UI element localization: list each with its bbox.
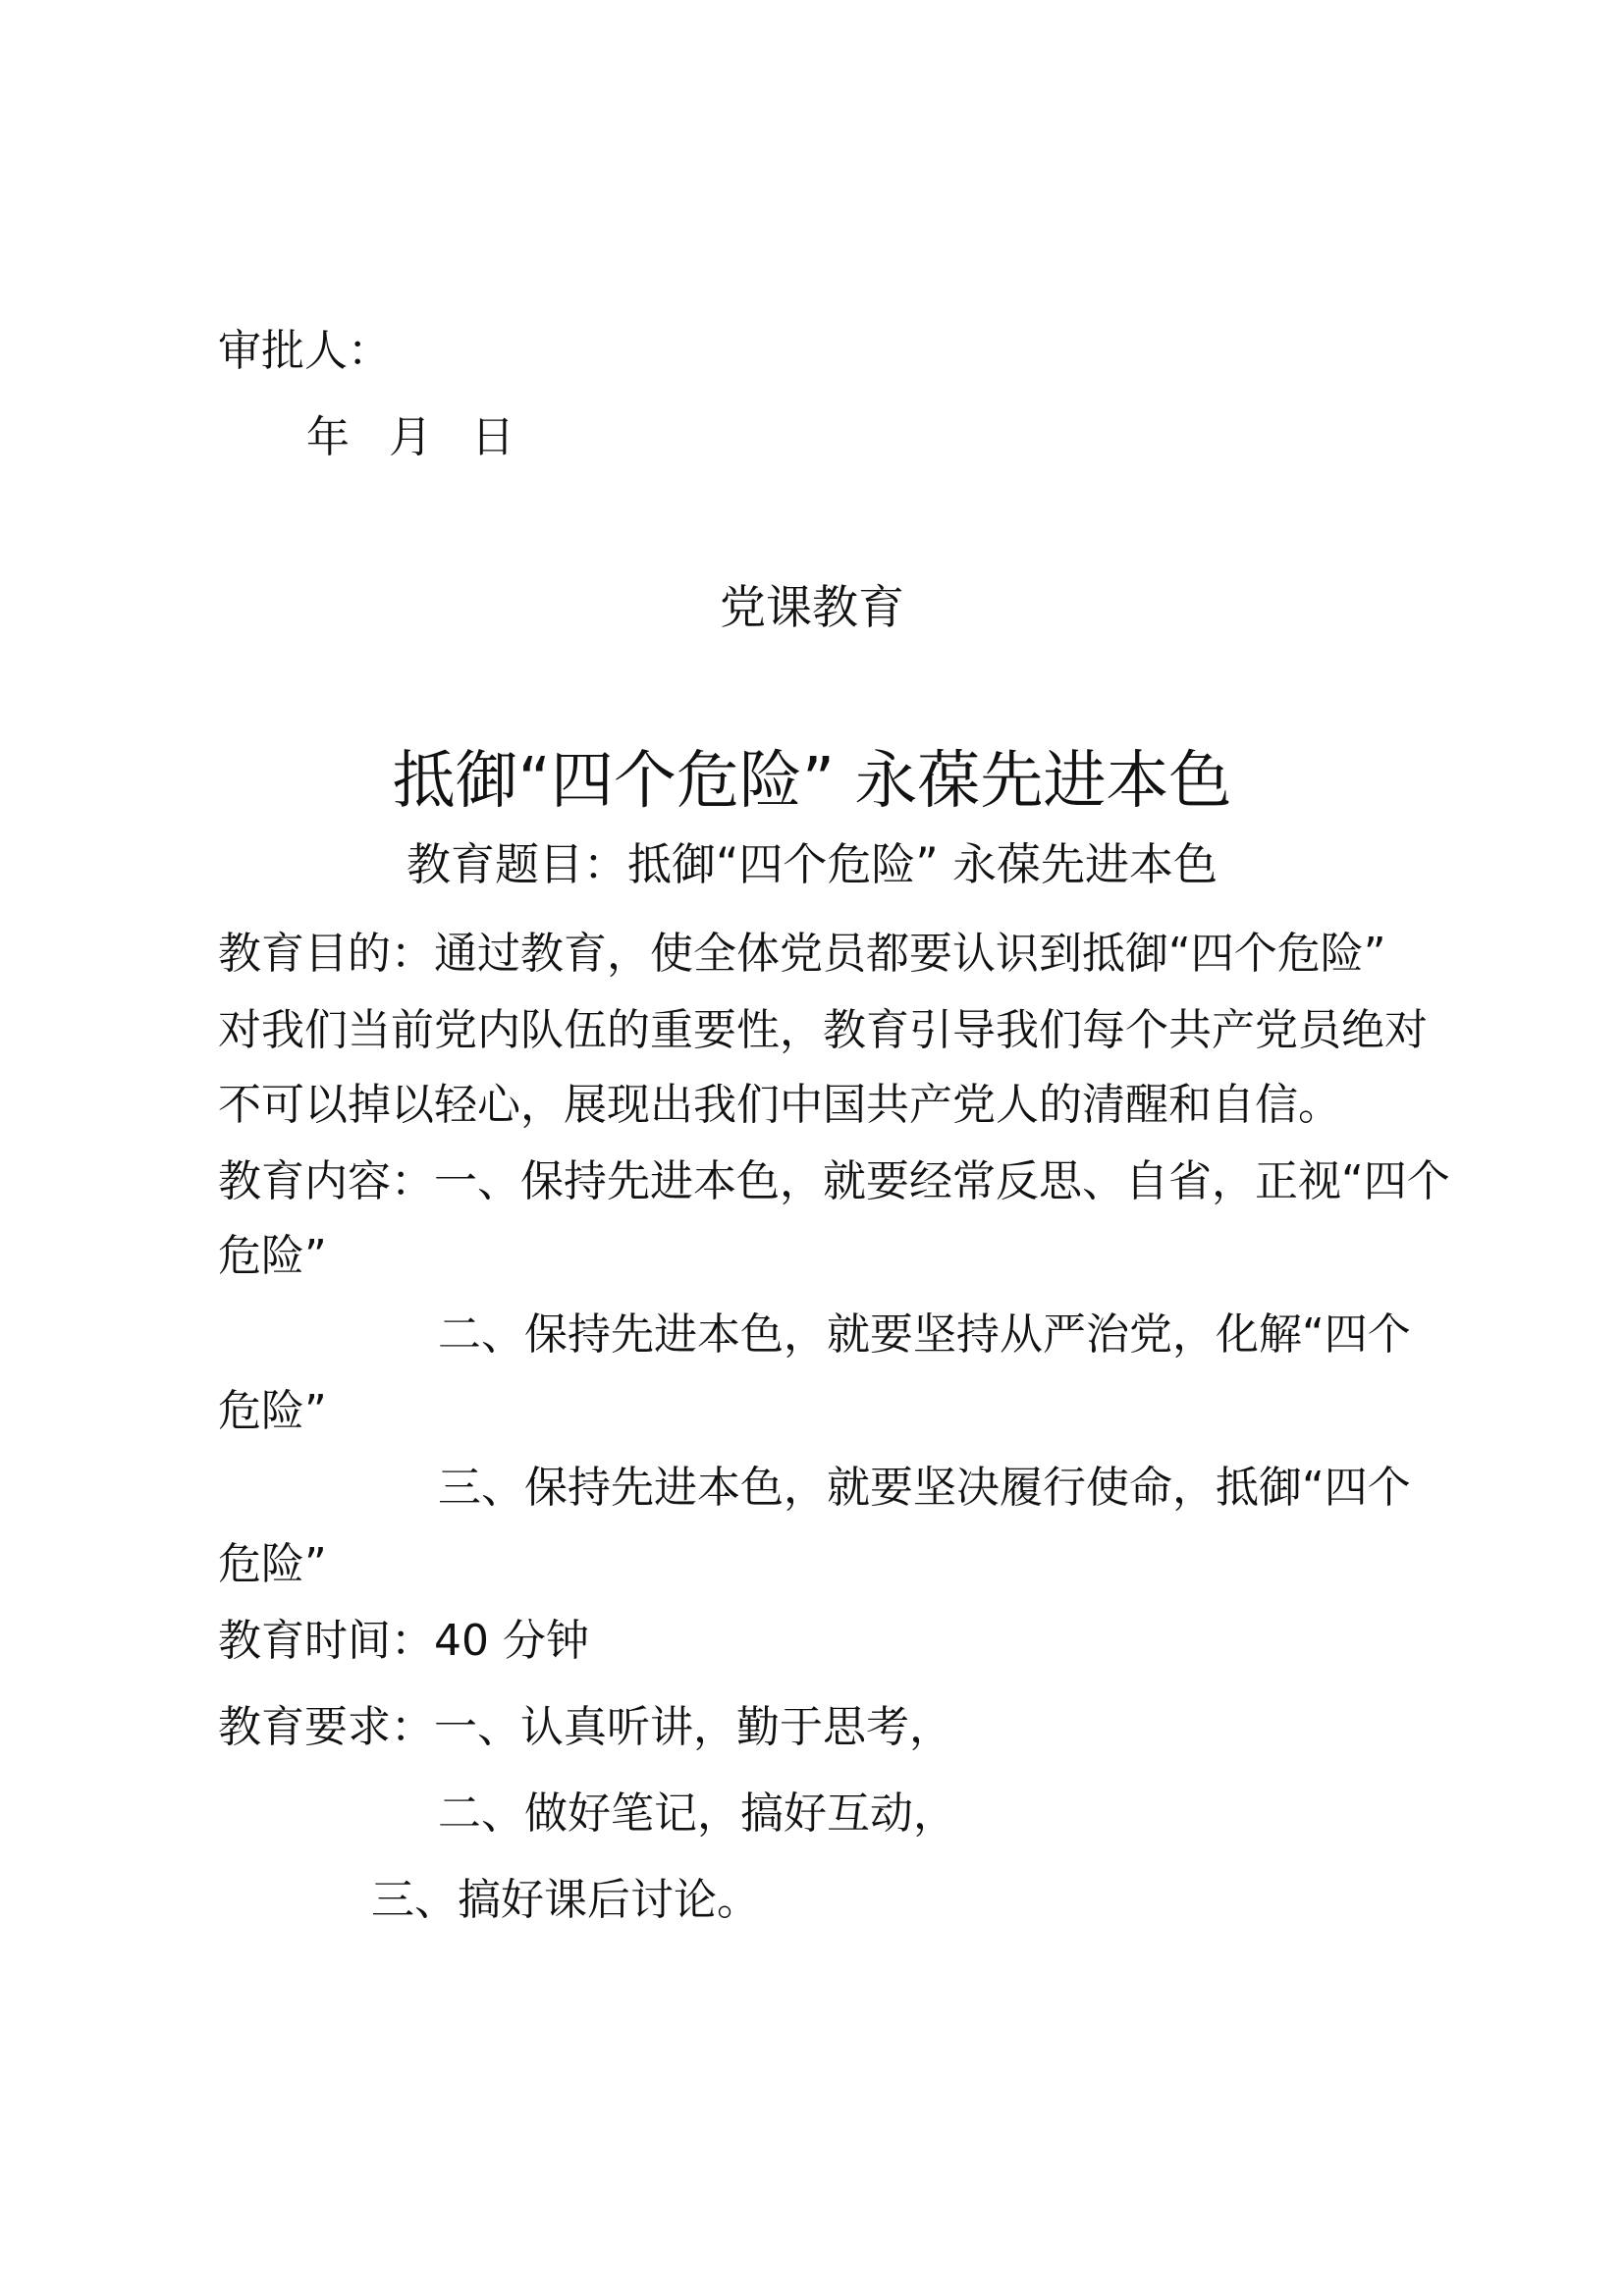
content-item-3-line-2: 危险” (218, 1539, 327, 1589)
content-item-2-line-1: 二、保持先进本色，就要坚持从严治党，化解“四个 (438, 1309, 1411, 1360)
education-time: 教育时间：40 分钟 (218, 1616, 589, 1666)
purpose-line-3: 不可以掉以轻心，展现出我们中国共产党人的清醒和自信。 (218, 1080, 1341, 1130)
approver-label: 审批人： (218, 326, 391, 376)
requirement-item-2: 二、做好笔记，搞好互动， (438, 1789, 956, 1839)
date-line (306, 412, 514, 462)
purpose-line-1: 教育目的：通过教育，使全体党员都要认识到抵御“四个危险” (218, 929, 1386, 979)
requirement-item-1: 教育要求：一、认真听讲，勤于思考， (218, 1702, 952, 1752)
content-item-3-line-1: 三、保持先进本色，就要坚决履行使命，抵御“四个 (438, 1463, 1411, 1513)
content-item-1-line-2: 危险” (218, 1231, 327, 1281)
date-month: 月 (389, 412, 432, 462)
subject-line: 教育题目：抵御“四个危险” 永葆先进本色 (406, 838, 1218, 890)
content-item-1-line-1: 教育内容：一、保持先进本色，就要经常反思、自省，正视“四个 (218, 1156, 1450, 1206)
date-year: 年 (306, 412, 350, 462)
requirement-item-3: 三、搞好课后讨论。 (371, 1875, 760, 1925)
main-title: 抵御“四个危险” 永葆先进本色 (392, 745, 1232, 818)
date-day: 日 (471, 412, 514, 462)
purpose-line-2: 对我们当前党内队伍的重要性，教育引导我们每个共产党员绝对 (218, 1005, 1428, 1055)
section-title: 党课教育 (720, 581, 904, 635)
content-item-2-line-2: 危险” (218, 1386, 327, 1436)
